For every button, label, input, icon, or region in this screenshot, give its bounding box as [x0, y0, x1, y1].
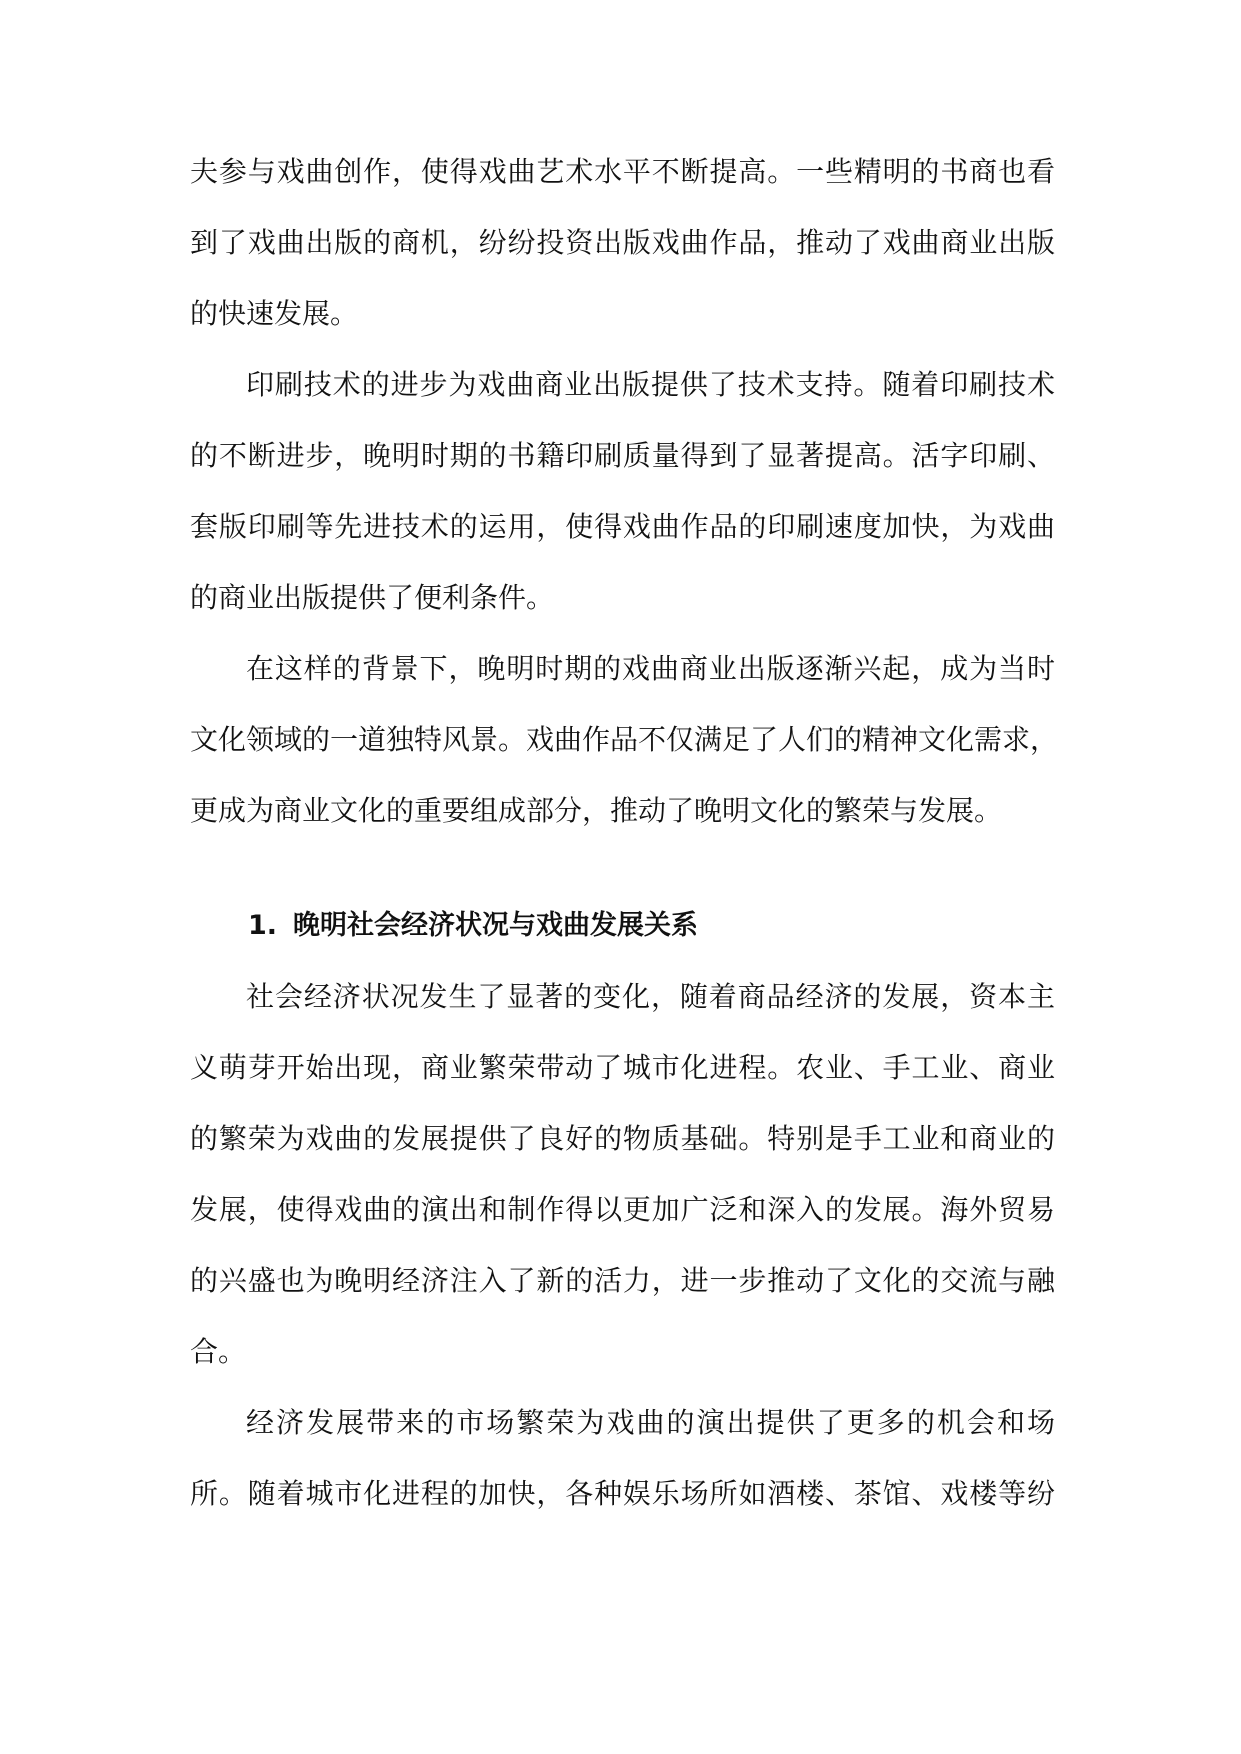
text-line: 的商业出版提供了便利条件。	[190, 581, 555, 614]
section-number: 1.	[248, 910, 278, 941]
text-line: 套版印刷等先进技术的运用，使得戏曲作品的印刷速度加快，为戏曲	[190, 510, 1055, 543]
text-line: 夫参与戏曲创作，使得戏曲艺术水平不断提高。一些精明的书商也看	[190, 155, 1055, 188]
text-line: 在这样的背景下，晚明时期的戏曲商业出版逐渐兴起，成为当时	[246, 652, 1055, 685]
text-line: 发展，使得戏曲的演出和制作得以更加广泛和深入的发展。海外贸易	[190, 1193, 1055, 1226]
text-line: 文化领域的一道独特风景。戏曲作品不仅满足了人们的精神文化需求，	[190, 723, 1059, 756]
document-body	[190, 136, 1059, 1529]
paragraph-market	[190, 1387, 1055, 1529]
text-line: 社会经济状况发生了显著的变化，随着商品经济的发展，资本主	[246, 980, 1055, 1013]
text-line: 印刷技术的进步为戏曲商业出版提供了技术支持。随着印刷技术	[246, 368, 1055, 401]
text-line: 合。	[190, 1335, 247, 1368]
section-title: 晚明社会经济状况与戏曲发展关系	[293, 910, 699, 941]
text-line: 的繁荣为戏曲的发展提供了良好的物质基础。特别是手工业和商业的	[190, 1122, 1055, 1155]
text-line: 的快速发展。	[190, 297, 359, 330]
paragraph-printing-technology	[190, 349, 1055, 633]
text-line: 的兴盛也为晚明经济注入了新的活力，进一步推动了文化的交流与融	[190, 1264, 1055, 1297]
paragraph-background	[190, 633, 1059, 846]
paragraph-economy	[190, 961, 1055, 1387]
text-line: 所。随着城市化进程的加快，各种娱乐场所如酒楼、茶馆、戏楼等纷	[190, 1477, 1055, 1510]
text-line: 经济发展带来的市场繁荣为戏曲的演出提供了更多的机会和场	[246, 1406, 1055, 1439]
text-line: 的不断进步，晚明时期的书籍印刷质量得到了显著提高。活字印刷、	[190, 439, 1055, 472]
section-heading	[190, 890, 1055, 961]
text-line: 到了戏曲出版的商机，纷纷投资出版戏曲作品，推动了戏曲商业出版	[190, 226, 1055, 259]
text-line: 义萌芽开始出现，商业繁荣带动了城市化进程。农业、手工业、商业	[190, 1051, 1055, 1084]
paragraph-continuation	[190, 136, 1055, 349]
text-line: 更成为商业文化的重要组成部分，推动了晚明文化的繁荣与发展。	[190, 794, 1003, 827]
